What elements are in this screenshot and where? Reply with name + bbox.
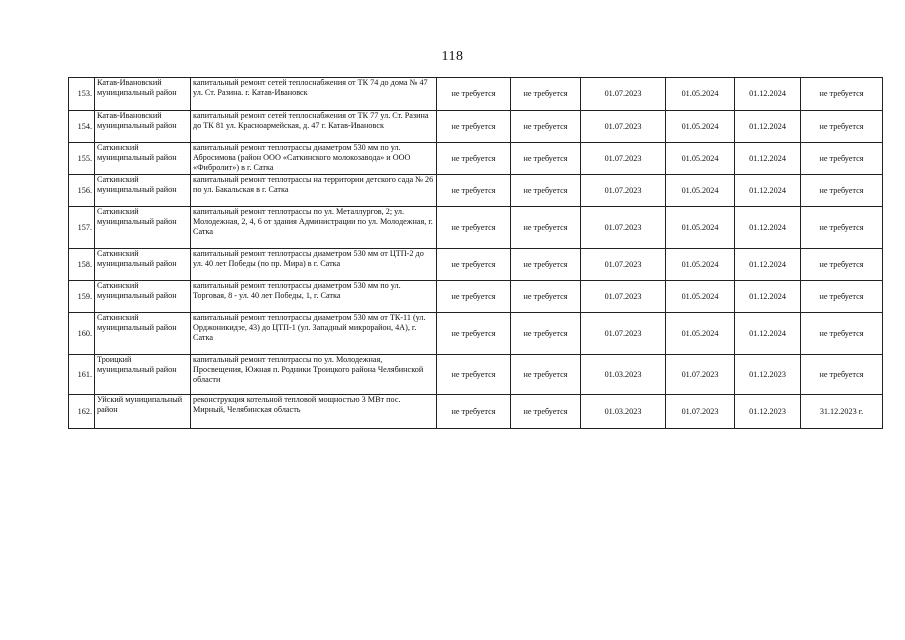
municipality-cell: Уйский муниципальный район [95, 395, 191, 429]
date-cell: 01.07.2023 [581, 78, 666, 111]
date-cell: 01.12.2024 [735, 281, 801, 313]
municipality-cell: Саткинский муниципальный район [95, 207, 191, 249]
value-cell: не требуется [801, 355, 883, 395]
value-cell: не требуется [437, 395, 511, 429]
value-cell: не требуется [801, 175, 883, 207]
date-cell: 01.07.2023 [581, 111, 666, 143]
date-cell: 01.05.2024 [666, 281, 735, 313]
date-cell: 01.12.2024 [735, 111, 801, 143]
value-cell: не требуется [511, 395, 581, 429]
row-number: 154. [69, 111, 95, 143]
table-row [69, 355, 883, 395]
description-cell: капитальный ремонт сетей теплоснабжения от ТК 74 до дома № 47 ул. Ст. Разина. г. Катав-Ивановск [191, 78, 437, 111]
value-cell: не требуется [511, 249, 581, 281]
description-cell: капитальный ремонт сетей теплоснабжения от ТК 77 ул. Ст. Разина до ТК 81 ул. Красноармейская, д. 47 г. Катав-Ивановск [191, 111, 437, 143]
registry-table [68, 77, 883, 429]
date-cell: 01.05.2024 [666, 207, 735, 249]
municipality-cell: Катав-Ивановский муниципальный район [95, 111, 191, 143]
description-cell: капитальный ремонт теплотрассы диаметром 530 мм по ул. Торговая, 8 - ул. 40 лет Победы, 1, г. Сатка [191, 281, 437, 313]
value-cell: не требуется [437, 355, 511, 395]
date-cell: 01.12.2024 [735, 313, 801, 355]
description-cell: капитальный ремонт теплотрассы по ул. Металлургов, 2; ул. Молодежная, 2, 4, 6 от здания Администрации по ул. Молодежная, г. Сатка [191, 207, 437, 249]
value-cell: не требуется [801, 207, 883, 249]
date-cell: 01.12.2023 [735, 395, 801, 429]
page-number: 118 [441, 49, 464, 64]
table-row [69, 207, 883, 249]
date-cell: 01.12.2024 [735, 78, 801, 111]
value-cell: не требуется [511, 281, 581, 313]
value-cell: не требуется [511, 313, 581, 355]
value-cell: не требуется [437, 207, 511, 249]
date-cell: 01.07.2023 [581, 175, 666, 207]
municipality-cell: Саткинский муниципальный район [95, 249, 191, 281]
description-cell: капитальный ремонт теплотрассы диаметром 530 мм от ТК-11 (ул. Орджоникидзе, 43) до ЦТП-1 (ул. Западный микрорайон, 4А), г. Сатка [191, 313, 437, 355]
table-row [69, 313, 883, 355]
date-cell: 01.05.2024 [666, 78, 735, 111]
date-cell: 01.07.2023 [581, 249, 666, 281]
value-cell: 31.12.2023 г. [801, 395, 883, 429]
date-cell: 01.07.2023 [581, 281, 666, 313]
value-cell: не требуется [437, 78, 511, 111]
table-row [69, 395, 883, 429]
value-cell: не требуется [801, 281, 883, 313]
row-number: 161. [69, 355, 95, 395]
row-number: 153. [69, 78, 95, 111]
row-number: 162. [69, 395, 95, 429]
value-cell: не требуется [801, 313, 883, 355]
municipality-cell: Катав-Ивановский муниципальный район [95, 78, 191, 111]
value-cell: не требуется [511, 111, 581, 143]
date-cell: 01.05.2024 [666, 175, 735, 207]
description-cell: капитальный ремонт теплотрассы на территории детского сада № 26 по ул. Бакальская в г. Сатка [191, 175, 437, 207]
table-row [69, 175, 883, 207]
municipality-cell: Саткинский муниципальный район [95, 143, 191, 175]
date-cell: 01.07.2023 [666, 395, 735, 429]
date-cell: 01.12.2023 [735, 355, 801, 395]
row-number: 156. [69, 175, 95, 207]
date-cell: 01.12.2024 [735, 143, 801, 175]
value-cell: не требуется [801, 111, 883, 143]
row-number: 160. [69, 313, 95, 355]
value-cell: не требуется [437, 313, 511, 355]
value-cell: не требуется [511, 78, 581, 111]
value-cell: не требуется [437, 175, 511, 207]
value-cell: не требуется [511, 143, 581, 175]
table-row [69, 281, 883, 313]
value-cell: не требуется [437, 281, 511, 313]
date-cell: 01.07.2023 [581, 313, 666, 355]
value-cell: не требуется [437, 111, 511, 143]
description-cell: реконструкция котельной тепловой мощностью 3 МВт пос. Мирный, Челябинская область [191, 395, 437, 429]
date-cell: 01.12.2024 [735, 175, 801, 207]
value-cell: не требуется [511, 207, 581, 249]
municipality-cell: Троицкий муниципальный район [95, 355, 191, 395]
date-cell: 01.03.2023 [581, 395, 666, 429]
table-row [69, 143, 883, 175]
row-number: 155. [69, 143, 95, 175]
description-cell: капитальный ремонт теплотрассы диаметром 530 мм от ЦТП-2 до ул. 40 лет Победы (по пр. Мира) в г. Сатка [191, 249, 437, 281]
value-cell: не требуется [437, 143, 511, 175]
value-cell: не требуется [511, 175, 581, 207]
value-cell: не требуется [511, 355, 581, 395]
row-number: 159. [69, 281, 95, 313]
table-row [69, 249, 883, 281]
date-cell: 01.07.2023 [666, 355, 735, 395]
table-row [69, 78, 883, 111]
municipality-cell: Саткинский муниципальный район [95, 313, 191, 355]
value-cell: не требуется [801, 143, 883, 175]
date-cell: 01.07.2023 [581, 207, 666, 249]
value-cell: не требуется [801, 249, 883, 281]
date-cell: 01.12.2024 [735, 207, 801, 249]
date-cell: 01.07.2023 [581, 143, 666, 175]
date-cell: 01.03.2023 [581, 355, 666, 395]
description-cell: капитальный ремонт теплотрассы диаметром 530 мм по ул. Абросимова (район ООО «Саткинского молокозавода» и ООО «Фибролит») в г. Сатка [191, 143, 437, 175]
municipality-cell: Саткинский муниципальный район [95, 175, 191, 207]
value-cell: не требуется [801, 78, 883, 111]
table-row [69, 111, 883, 143]
date-cell: 01.05.2024 [666, 143, 735, 175]
description-cell: капитальный ремонт теплотрассы по ул. Молодежная, Просвещения, Южная п. Родники Троицкого района Челябинской области [191, 355, 437, 395]
date-cell: 01.05.2024 [666, 313, 735, 355]
municipality-cell: Саткинский муниципальный район [95, 281, 191, 313]
value-cell: не требуется [437, 249, 511, 281]
date-cell: 01.05.2024 [666, 111, 735, 143]
date-cell: 01.12.2024 [735, 249, 801, 281]
row-number: 157. [69, 207, 95, 249]
row-number: 158. [69, 249, 95, 281]
date-cell: 01.05.2024 [666, 249, 735, 281]
